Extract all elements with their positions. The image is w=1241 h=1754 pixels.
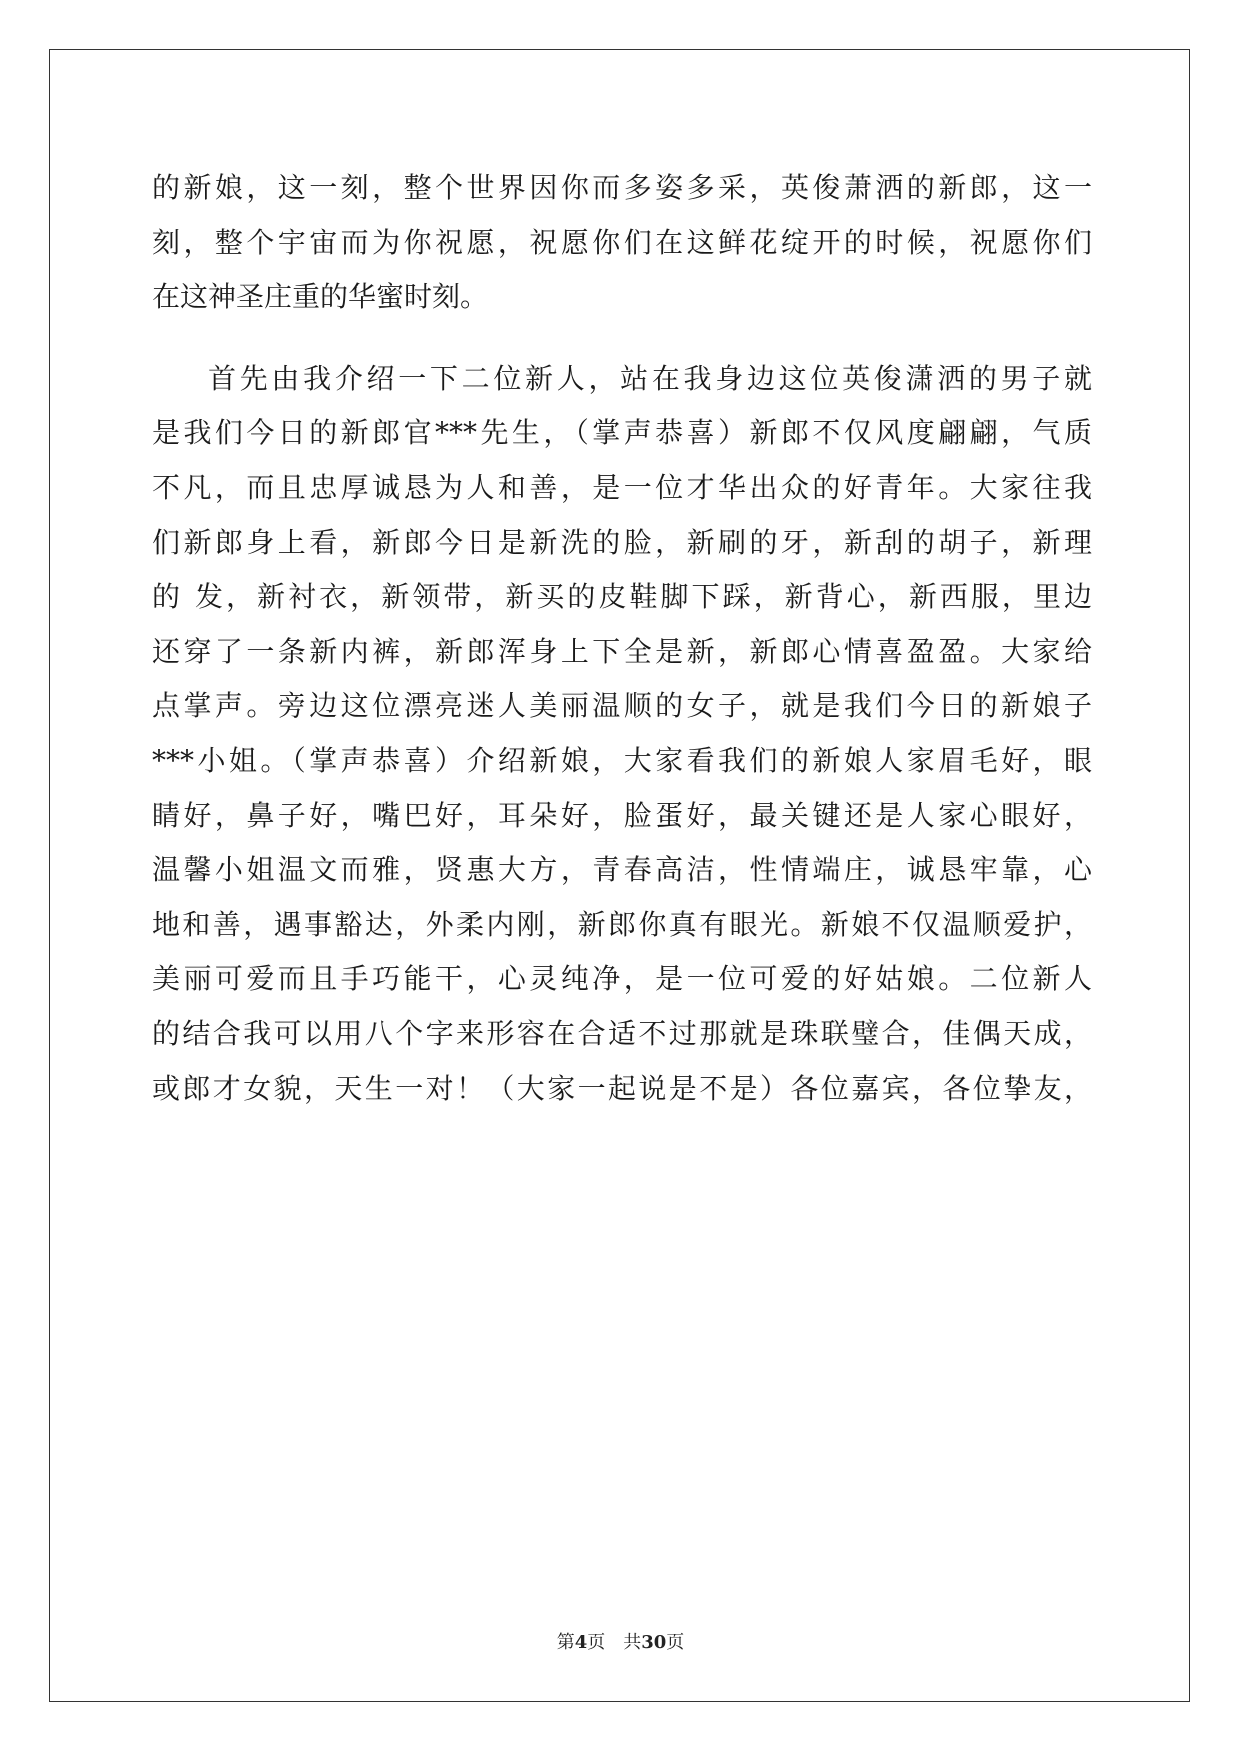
document-body — [152, 161, 1092, 1116]
footer-prefix: 第 — [556, 1632, 575, 1653]
text-line: 的 发，新衬衣，新领带，新买的皮鞋脚下踩，新背心，新西服，里边 — [152, 580, 1092, 614]
text-line: 睛好，鼻子好，嘴巴好，耳朵好，脸蛋好，最关键还是人家心眼好， — [152, 798, 1092, 832]
text-line: 点掌声。旁边这位漂亮迷人美丽温顺的女子，就是我们今日的新娘子 — [152, 689, 1092, 723]
total-pages: 30 — [641, 1632, 667, 1653]
text-line: 地和善，遇事豁达，外柔内刚，新郎你真有眼光。新娘不仅温顺爱护， — [152, 907, 1092, 941]
text-line: 的结合我可以用八个字来形容在合适不过那就是珠联璧合，佳偶天成， — [152, 1016, 1092, 1050]
page-footer — [0, 1628, 1241, 1654]
footer-mid: 页 共 — [587, 1632, 642, 1653]
text-line: 不凡，而且忠厚诚恳为人和善，是一位才华出众的好青年。大家往我 — [152, 470, 1092, 504]
text-line: 温馨小姐温文而雅，贤惠大方，青春高洁，性情端庄，诚恳牢靠，心 — [152, 853, 1092, 887]
text-line: ***小姐。（掌声恭喜）介绍新娘，大家看我们的新娘人家眉毛好，眼 — [152, 743, 1092, 777]
text-line: 美丽可爱而且手巧能干，心灵纯净，是一位可爱的好姑娘。二位新人 — [152, 962, 1092, 996]
text-line: 们新郎身上看，新郎今日是新洗的脸，新刷的牙，新刮的胡子，新理 — [152, 525, 1092, 559]
paragraph-start-line: 首先由我介绍一下二位新人，站在我身边这位英俊潇洒的男子就 — [208, 361, 1092, 395]
footer-suffix: 页 — [666, 1632, 685, 1653]
page-number: 4 — [574, 1632, 588, 1653]
text-line: 刻，整个宇宙而为你祝愿，祝愿你们在这鲜花绽开的时候，祝愿你们 — [152, 225, 1092, 259]
text-line: 是我们今日的新郎官***先生，（掌声恭喜）新郎不仅风度翩翩，气质 — [152, 416, 1092, 450]
text-line: 还穿了一条新内裤，新郎浑身上下全是新，新郎心情喜盈盈。大家给 — [152, 634, 1092, 668]
text-line: 的新娘，这一刻，整个世界因你而多姿多采，英俊萧洒的新郎，这一 — [152, 171, 1092, 204]
text-line: 在这神圣庄重的华蜜时刻。 — [152, 280, 489, 314]
text-line: 或郎才女貌，天生一对！（大家一起说是不是）各位嘉宾，各位挚友， — [152, 1071, 1092, 1105]
